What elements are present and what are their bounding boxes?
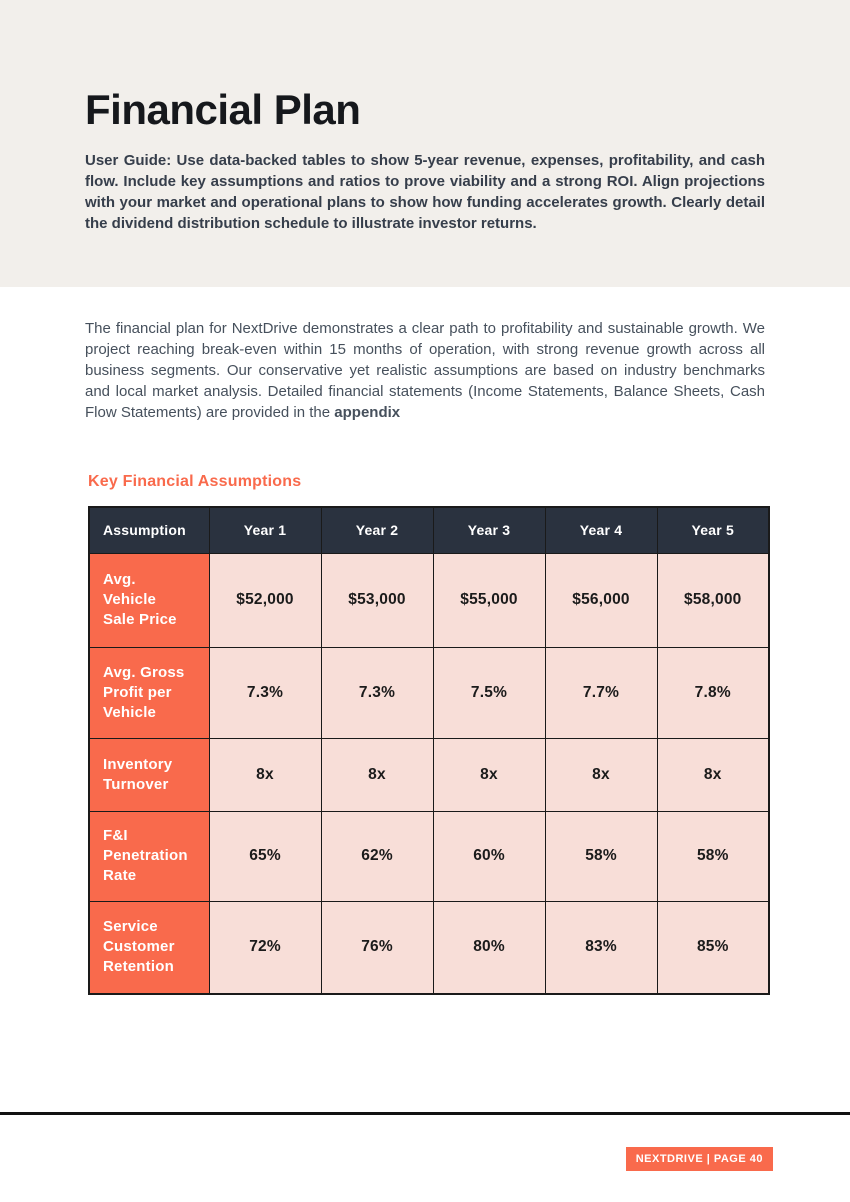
table-cell: 76% [321, 901, 433, 994]
row-label [89, 811, 209, 901]
table-cell: 8x [545, 738, 657, 811]
page-number-badge: NEXTDRIVE | PAGE 40 [626, 1147, 773, 1171]
table-cell: 7.3% [321, 647, 433, 738]
user-guide-text: User Guide: Use data-backed tables to show 5-year revenue, expenses, profitability, and cash flow. Include key assumptions and ratios to prove viability and a strong ROI. Align projections with your market and operational plans to show how funding accelerates growth. Clearly detail the dividend distribution schedule to illustrate investor returns. [85, 152, 765, 233]
intro-paragraph [85, 318, 765, 423]
table-cell: $53,000 [321, 553, 433, 647]
table-cell: 62% [321, 811, 433, 901]
assumptions-table [88, 506, 770, 995]
table-cell: 8x [321, 738, 433, 811]
table-cell: $58,000 [657, 553, 769, 647]
header-assumption: Assumption [89, 507, 209, 553]
table-cell: $52,000 [209, 553, 321, 647]
row-label [89, 901, 209, 994]
table-cell: 72% [209, 901, 321, 994]
table-cell: 65% [209, 811, 321, 901]
table-cell: 8x [433, 738, 545, 811]
table-cell: 58% [657, 811, 769, 901]
table-cell: 7.5% [433, 647, 545, 738]
row-label-text: Avg. Gross Profit per Vehicle [103, 663, 185, 721]
table-cell: 8x [657, 738, 769, 811]
row-label-text: Inventory Turnover [103, 755, 173, 793]
intro-appendix-term: appendix [334, 404, 401, 421]
row-label-text: Avg. Vehicle Sale Price [103, 571, 177, 628]
table-row-avg-vehicle-sale-price [89, 553, 769, 647]
row-label [89, 553, 209, 647]
page-title: Financial Plan [85, 86, 361, 133]
table-cell: $55,000 [433, 553, 545, 647]
table-cell: 8x [209, 738, 321, 811]
hero-section [0, 0, 850, 287]
table-header-row [89, 507, 769, 553]
row-label [89, 647, 209, 738]
row-label-text: F&I Penetration Rate [103, 827, 188, 884]
table-cell: 7.8% [657, 647, 769, 738]
table-row-avg-gross-profit [89, 647, 769, 738]
row-label [89, 738, 209, 811]
main-content [0, 287, 850, 995]
table-cell: 83% [545, 901, 657, 994]
table-cell: 58% [545, 811, 657, 901]
footer-divider [0, 1112, 850, 1115]
header-year-4: Year 4 [545, 507, 657, 553]
header-year-5: Year 5 [657, 507, 769, 553]
intro-text: The financial plan for NextDrive demonstrates a clear path to profitability and sustainable growth. We project reaching break-even within 15 months of operation, with strong revenue growth across all business segments. Our conservative yet realistic assumptions are based on industry benchmarks and local market analysis. Detailed financial statements (Income Statements, Balance Sheets, Cash Flow Statements) are provided in the [85, 320, 765, 421]
table-row-service-customer-retention [89, 901, 769, 994]
section-heading: Key Financial Assumptions [88, 473, 302, 490]
table-row-inventory-turnover [89, 738, 769, 811]
header-year-3: Year 3 [433, 507, 545, 553]
row-label-text: Service Customer Retention [103, 918, 175, 976]
table-cell: 7.3% [209, 647, 321, 738]
table-cell: 80% [433, 901, 545, 994]
table-cell: 7.7% [545, 647, 657, 738]
table-cell: 60% [433, 811, 545, 901]
header-year-2: Year 2 [321, 507, 433, 553]
table-cell: 85% [657, 901, 769, 994]
header-year-1: Year 1 [209, 507, 321, 553]
table-cell: $56,000 [545, 553, 657, 647]
table-row-fi-penetration-rate [89, 811, 769, 901]
